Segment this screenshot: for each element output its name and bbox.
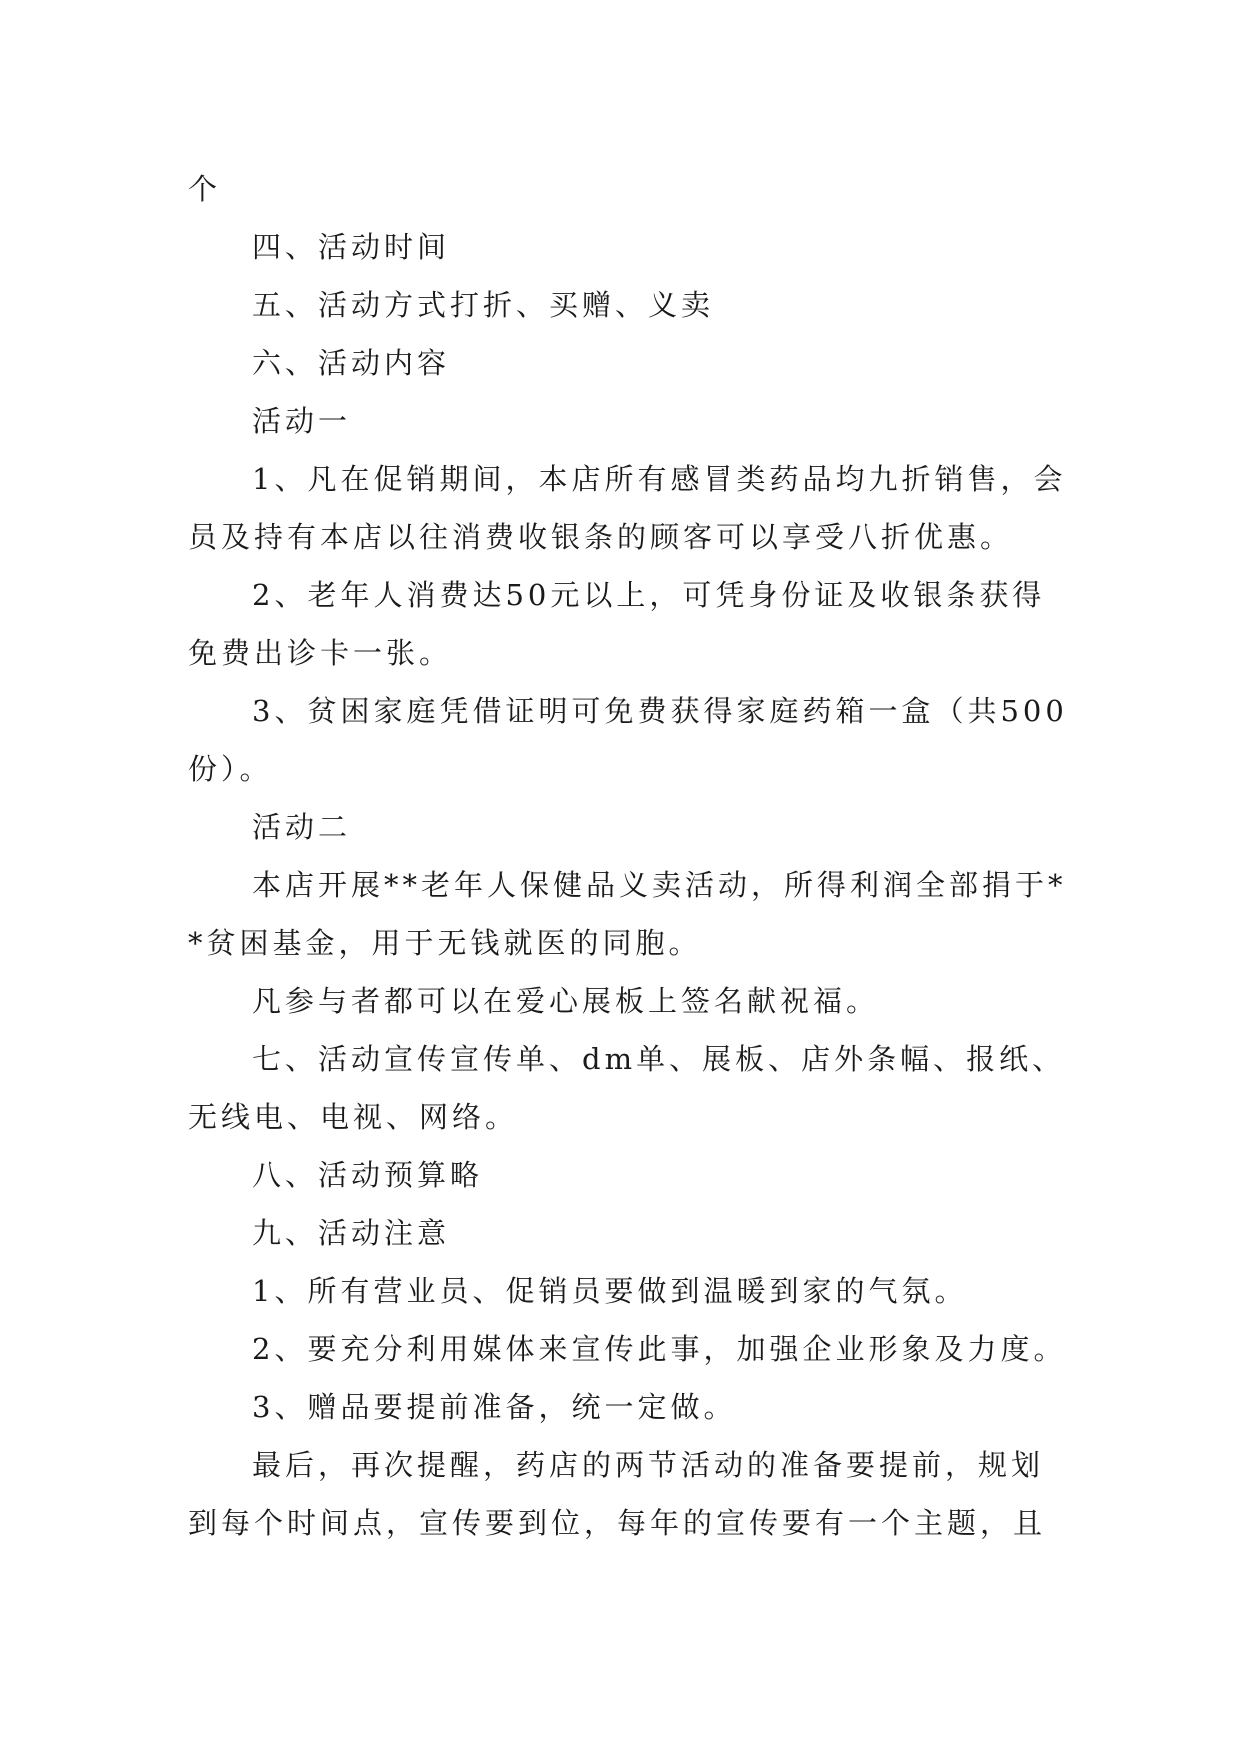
paragraph-note-2: 2、要充分利用媒体来宣传此事，加强企业形象及力度。 bbox=[252, 1332, 1067, 1366]
paragraph-note-1: 1、所有营业员、促销员要做到温暖到家的气氛。 bbox=[252, 1274, 968, 1308]
paragraph-charity-sale: 本店开展**老年人保健品义卖活动，所得利润全部捐于**贫困基金，用于无钱就医的同胞。 bbox=[188, 868, 1067, 960]
heading-notes: 九、活动注意 bbox=[252, 1216, 451, 1250]
heading-activity-method: 五、活动方式打折、买赠、义卖 bbox=[252, 288, 715, 322]
heading-budget: 八、活动预算略 bbox=[252, 1158, 484, 1192]
subheading-activity-one: 活动一 bbox=[252, 404, 352, 438]
heading-publicity: 七、活动宣传宣传单、dm单、展板、店外条幅、报纸、无线电、电视、网络。 bbox=[188, 1042, 1066, 1134]
paragraph-conclusion: 最后，再次提醒，药店的两节活动的准备要提前，规划到每个时间点，宣传要到位，每年的宣传要有一个主题，且 bbox=[188, 1448, 1047, 1540]
heading-activity-time: 四、活动时间 bbox=[252, 230, 451, 264]
paragraph-item-1: 1、凡在促销期间，本店所有感冒类药品均九折销售，会员及持有本店以往消费收银条的顾客可以享受八折优惠。 bbox=[188, 462, 1067, 554]
paragraph-continuation: 个 bbox=[188, 172, 222, 206]
paragraph-item-3: 3、贫困家庭凭借证明可免费获得家庭药箱一盒（共500份）。 bbox=[188, 694, 1068, 786]
subheading-activity-two: 活动二 bbox=[252, 810, 352, 844]
paragraph-signature-board: 凡参与者都可以在爱心展板上签名献祝福。 bbox=[252, 984, 880, 1018]
document-body bbox=[188, 160, 1068, 1552]
paragraph-item-2: 2、老年人消费达50元以上，可凭身份证及收银条获得免费出诊卡一张。 bbox=[188, 578, 1046, 670]
paragraph-note-3: 3、赠品要提前准备，统一定做。 bbox=[252, 1390, 737, 1424]
heading-activity-content: 六、活动内容 bbox=[252, 346, 451, 380]
